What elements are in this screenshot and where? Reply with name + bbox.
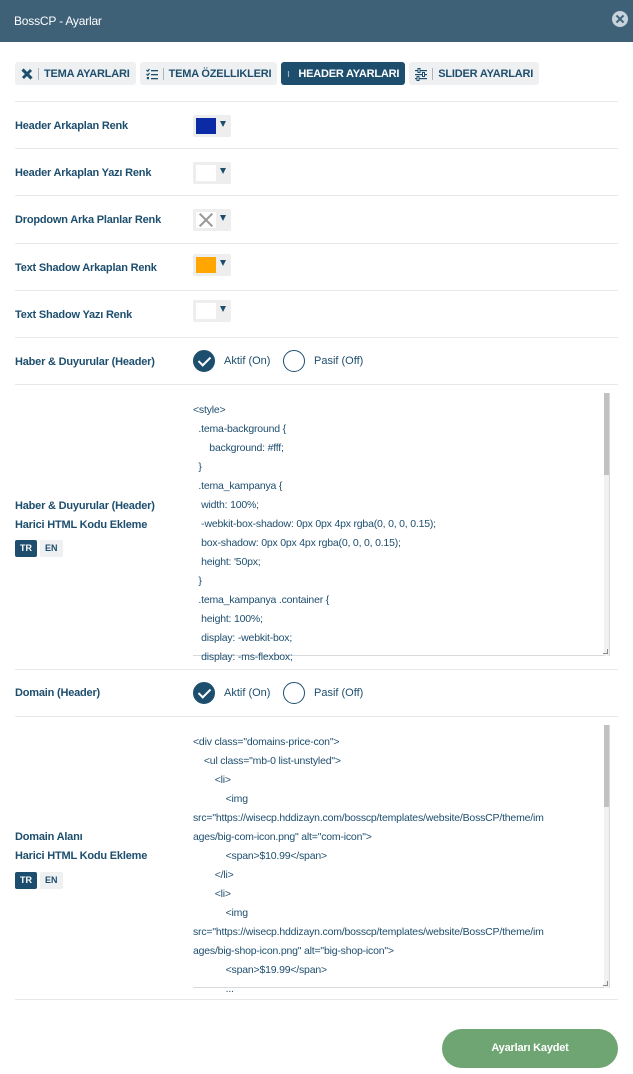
radio-unchecked-icon [283,682,305,704]
field-label: Haber & Duyurular (Header) [15,356,155,368]
lang-tr-button[interactable]: TR [15,872,37,889]
code-lines [193,393,609,667]
scrollbar[interactable] [604,393,609,656]
resize-handle[interactable] [603,649,608,654]
radio-pasif[interactable] [283,350,363,372]
sliders-icon [415,68,427,80]
tab-tema-ayarlari[interactable] [15,62,136,85]
code-line: -webkit-box-shadow: 0px 0px 4px rgba(0, 0, 0, 0.15); [193,518,436,530]
code-line: } [193,575,202,587]
field-label: Haber & Duyurular (Header) [15,500,155,512]
haber-html-textarea[interactable] [193,393,610,663]
code-line: src="https://wisecp.hddizayn.com/bosscp/templates/website/BossCP/theme/im [193,812,544,824]
code-line: height: 100%; [193,613,263,625]
color-preview [196,118,216,134]
color-row-header-bg [15,101,618,148]
code-line: display: -ms-flexbox; [193,651,293,663]
tools-icon [21,68,33,80]
scrollbar[interactable] [604,725,609,988]
code-line: <style> [193,404,226,416]
color-row-text-shadow-bg [15,243,618,290]
color-picker[interactable] [193,209,231,231]
lang-en-button[interactable]: EN [40,540,63,557]
radio-pasif[interactable] [283,682,363,704]
code-line: <div class="domains-price-con"> [193,736,340,748]
color-row-dropdown-bg [15,195,618,243]
code-line: .tema_kampanya { [193,480,283,492]
field-label: Header Arkaplan Yazı Renk [15,167,152,179]
code-line: <ul class="mb-0 list-unstyled"> [193,755,341,767]
field-label: Domain (Header) [15,687,101,699]
radio-label: Aktif (On) [224,355,271,367]
vertical-dots-icon [287,68,293,80]
code-line: ages/big-shop-icon.png" alt="big-shop-icon"> [193,945,394,957]
haber-html-row [15,384,618,669]
save-button[interactable]: Ayarları Kaydet [442,1029,618,1068]
code-line: .tema_kampanya .container { [193,594,330,606]
caret-down-icon [220,168,226,174]
color-picker[interactable] [193,254,231,276]
tab-separator [432,68,433,80]
language-switch [15,872,63,889]
field-label: Harici HTML Kodu Ekleme [15,519,148,531]
color-picker[interactable] [193,300,231,322]
tab-label: TEMA AYARLARI [44,67,130,80]
code-line: <span>$19.99</span> [193,964,327,976]
field-label: Text Shadow Yazı Renk [15,309,133,321]
tab-label: SLIDER AYARLARI [438,67,534,80]
color-preview [196,257,216,273]
code-line: <li> [193,888,231,900]
tab-separator [38,68,39,80]
code-line: background: #fff; [193,442,284,454]
field-label: Dropdown Arka Planlar Renk [15,214,161,226]
radio-checked-icon [193,350,215,372]
code-line: ... [193,983,234,995]
code-line: box-shadow: 0px 0px 4px rgba(0, 0, 0, 0.15); [193,537,401,549]
tab-header-ayarlari[interactable] [281,62,405,85]
no-color-icon [196,212,216,228]
radio-checked-icon [193,682,215,704]
code-line: .tema-background { [193,423,286,435]
code-line: height: '50px; [193,556,261,568]
code-line: <span>$10.99</span> [193,850,327,862]
code-line: src="https://wisecp.hddizayn.com/bosscp/templates/website/BossCP/theme/im [193,926,544,938]
code-line: <li> [193,774,231,786]
domain-html-row [15,716,618,1000]
field-label: Text Shadow Arkaplan Renk [15,262,157,274]
caret-down-icon [220,260,226,266]
tab-label: TEMA ÖZELLIKLERI [168,67,272,80]
domain-toggle-row [15,669,618,716]
color-row-text-shadow-text [15,290,618,337]
radio-aktif[interactable] [193,350,270,372]
tab-label: HEADER AYARLARI [298,67,400,80]
haber-toggle-row [15,337,618,384]
code-line: <img [193,907,248,919]
lang-tr-button[interactable]: TR [15,540,37,557]
field-label: Domain Alanı [15,831,83,843]
code-line: </li> [193,869,234,881]
radio-label: Pasif (Off) [314,687,364,699]
checklist-icon [146,68,158,80]
scrollbar-thumb[interactable] [604,393,609,475]
resize-handle[interactable] [603,981,608,986]
code-line: display: -webkit-box; [193,632,293,644]
close-icon[interactable] [612,11,628,27]
caret-down-icon [220,306,226,312]
domain-html-textarea[interactable] [193,725,610,995]
language-switch [15,540,63,557]
radio-unchecked-icon [283,350,305,372]
settings-tabs [15,62,539,85]
code-line: <img [193,793,248,805]
code-line: width: 100%; [193,499,259,511]
code-line: ages/big-com-icon.png" alt="com-icon"> [193,831,372,843]
lang-en-button[interactable]: EN [40,872,63,889]
color-row-header-text [15,148,618,195]
code-line: } [193,461,202,473]
window-title: BossCP - Ayarlar [14,14,102,28]
field-label: Header Arkaplan Renk [15,120,128,132]
tab-tema-ozellikleri[interactable] [140,62,278,85]
color-picker[interactable] [193,115,231,137]
radio-label: Aktif (On) [224,687,271,699]
code-lines [193,725,609,999]
title-bar [0,0,633,42]
tab-separator [163,68,164,80]
field-label: Harici HTML Kodu Ekleme [15,850,148,862]
caret-down-icon [220,121,226,127]
caret-down-icon [220,215,226,221]
radio-aktif[interactable] [193,682,270,704]
radio-label: Pasif (Off) [314,355,364,367]
color-preview [196,165,216,181]
color-picker[interactable] [193,162,231,184]
color-preview [196,303,216,319]
scrollbar-thumb[interactable] [604,725,609,807]
tab-slider-ayarlari[interactable] [409,62,539,85]
